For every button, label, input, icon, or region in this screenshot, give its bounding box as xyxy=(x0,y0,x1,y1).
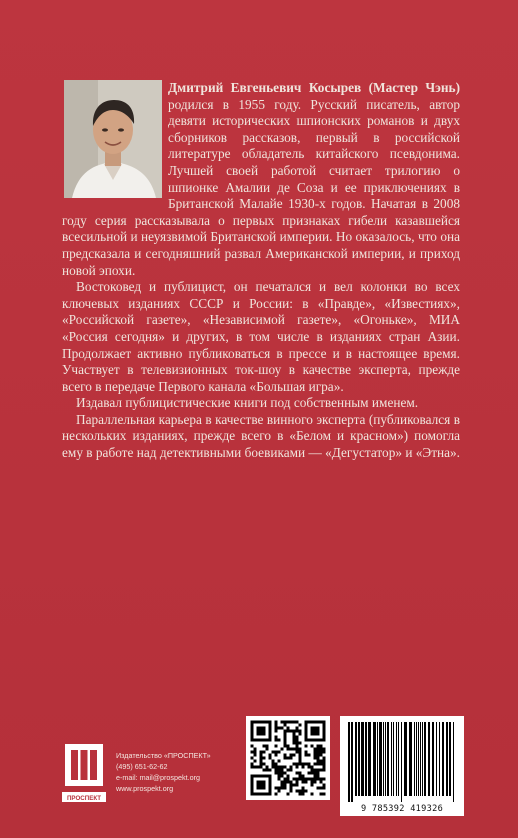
author-name: Дмитрий Евгеньевич Косырев (Мастер Чэнь) xyxy=(168,80,460,95)
bio-paragraph-4: Параллельная карьера в качестве винного эксперта (публиковался в нескольких изданиях, прежде всего в «Белом и красном») помогла ему в работе над детективными боевиками — «Дегустатор» и «Этна». xyxy=(62,411,460,461)
bio-paragraph-1-text: родился в 1955 году. Русский писатель, автор девяти исторических шпионских романов и двух сборников рассказов, первый в российской литературе обладатель китайского псевдонима. Лучшей своей работой считает трилогию о шпионке Амалии де Соза и ее приключениях в Британской Малайе 1930-х годов. Начатая в 2008 году серия рассказывала о первых признаках гибели казавшейся всесильной и неуязвимой Британской империи. Но оказалось, что она предсказала и сегодняшний развал Американской империи, и приход новой эпохи. xyxy=(62,96,460,278)
isbn-barcode xyxy=(340,716,464,816)
bio-paragraph-3: Издавал публицистические книги под собственным именем. xyxy=(76,395,419,411)
publisher-info xyxy=(116,750,211,794)
publisher-website: www.prospekt.org xyxy=(116,784,174,793)
isbn-number: 9 785392 419326 xyxy=(360,804,444,814)
author-biography xyxy=(62,80,460,462)
bio-paragraph-1 xyxy=(62,80,460,279)
photo-spacer xyxy=(62,80,168,200)
qr-code xyxy=(246,716,330,800)
publisher-phone: (495) 651-62-62 xyxy=(116,762,168,771)
publisher-logo xyxy=(62,744,106,806)
publisher-logo-text: ПРОСПЕКТ xyxy=(66,794,102,802)
publisher-name: Издательство «ПРОСПЕКТ» xyxy=(116,751,211,760)
publisher-email: e-mail: mail@prospekt.org xyxy=(116,773,200,782)
bio-paragraph-2: Востоковед и публицист, он печатался и вел колонки во всех ключевых изданиях СССР и России: в «Правде», «Известиях», «Российской газете», «Независимой газете», «Огоньке», МИА «Россия сегодня» и других, в том числе в изданиях стран Азии. Продолжает активно публиковаться в прессе и в настоящее время. Участвует в телевизионных ток-шоу в качестве эксперта, прежде всего в передаче Первого канала «Большая игра». xyxy=(62,279,460,394)
